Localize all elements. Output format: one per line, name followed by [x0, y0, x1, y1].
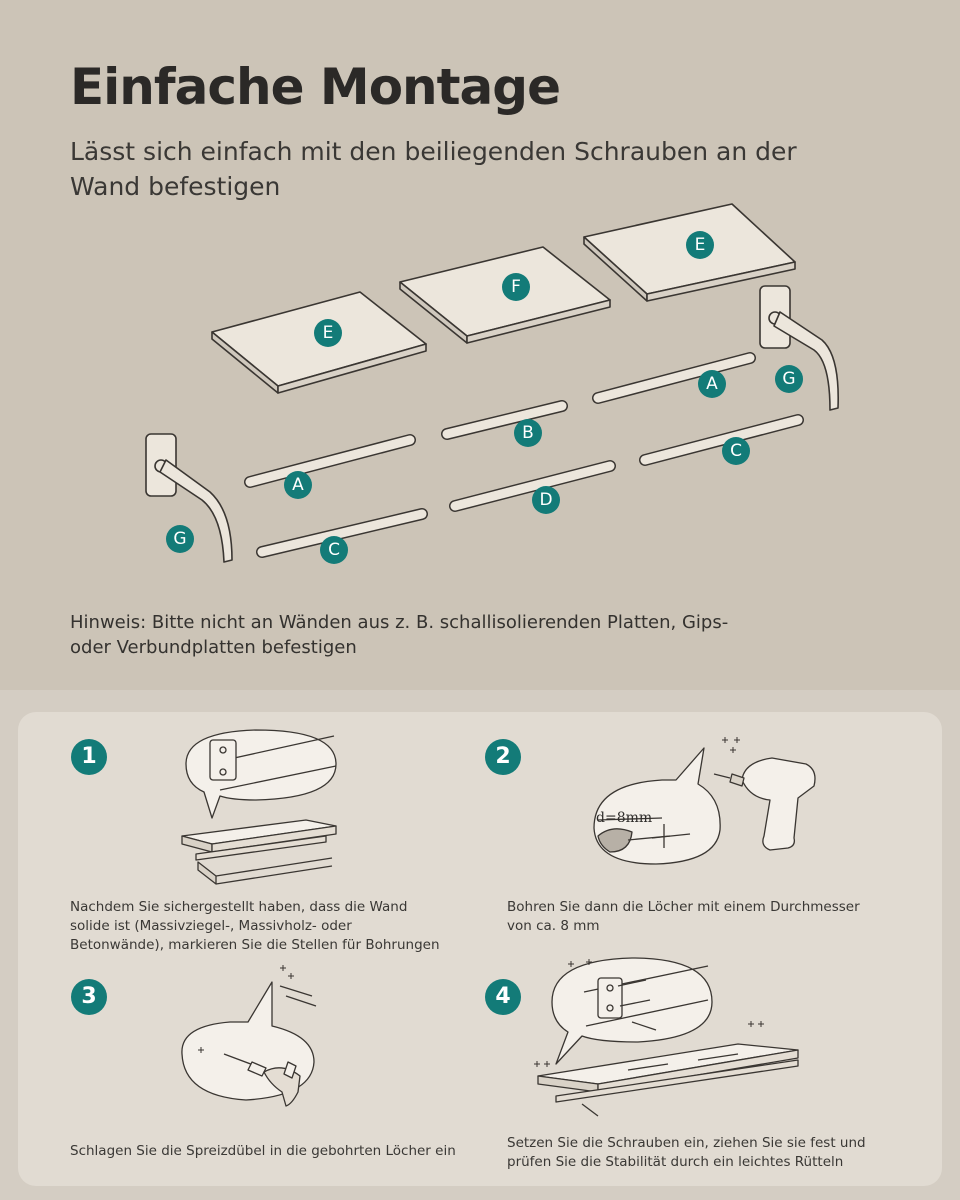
- step-1-text: Nachdem Sie sichergestellt haben, dass die Wand solide ist (Massivziegel-, Massivholz- oder Betonwände), markieren Sie die Stellen für Bohrungen: [70, 899, 440, 953]
- part-label-c-right: C: [730, 441, 742, 461]
- step-1-number: 1: [71, 739, 107, 775]
- bracket-g-right: [760, 286, 838, 410]
- rod-a-right: [598, 358, 750, 398]
- part-label-d: D: [539, 490, 553, 510]
- step-3-number: 3: [71, 979, 107, 1015]
- page-title: Einfache Montage: [70, 58, 560, 116]
- step-4-number: 4: [485, 979, 521, 1015]
- drill-diameter-label: d=8mm: [596, 810, 653, 826]
- part-label-b: B: [522, 423, 534, 443]
- part-label-e-right: E: [694, 235, 706, 255]
- part-label-c-left: C: [328, 540, 340, 560]
- parts-diagram: [0, 190, 960, 590]
- part-label-g-left: G: [173, 529, 187, 549]
- mounting-note: Hinweis: Bitte nicht an Wänden aus z. B. schallisolierenden Platten, Gips- oder Verbundplatten befestigen: [70, 612, 729, 658]
- rod-a-left: [250, 440, 410, 482]
- page-subtitle: Lässt sich einfach mit den beiliegenden Schrauben an der Wand befestigen: [70, 137, 797, 201]
- step-3-text: Schlagen Sie die Spreizdübel in die gebohrten Löcher ein: [70, 1143, 456, 1159]
- part-label-a-left: A: [292, 475, 304, 495]
- rod-c-right: [645, 420, 798, 460]
- step-2-illustration: [592, 728, 832, 868]
- step-4-text: Setzen Sie die Schrauben ein, ziehen Sie sie fest und prüfen Sie die Stabilität durch ein leichtes Rütteln: [507, 1135, 866, 1170]
- part-label-f: F: [511, 277, 521, 297]
- part-label-e-left: E: [322, 323, 334, 343]
- part-label-g-right: G: [782, 369, 796, 389]
- step-1-illustration: [176, 724, 346, 890]
- rod-b: [447, 406, 562, 434]
- step-3-illustration: [176, 962, 346, 1130]
- step-2-number: 2: [485, 739, 521, 775]
- part-label-a-right: A: [706, 374, 718, 394]
- step-4-illustration: [528, 952, 818, 1122]
- step-2-text: Bohren Sie dann die Löcher mit einem Durchmesser von ca. 8 mm: [507, 899, 860, 934]
